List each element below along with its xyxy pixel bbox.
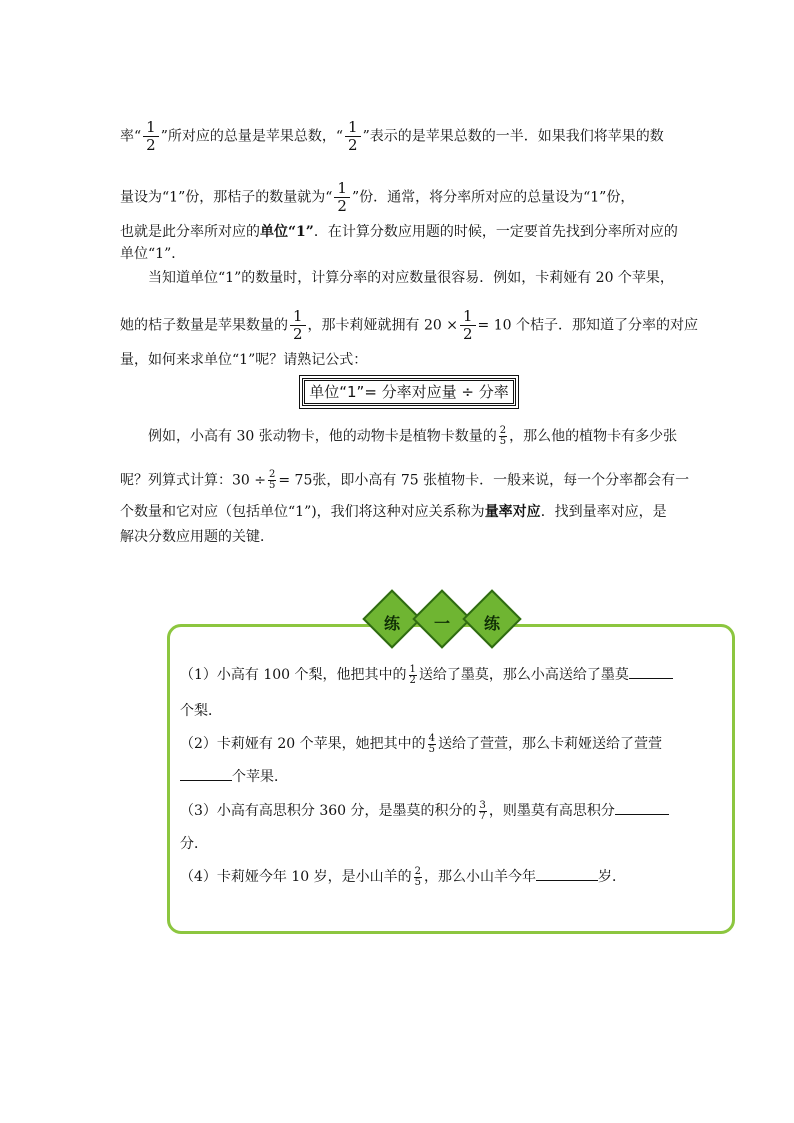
practice-title-char-3: 练: [483, 614, 500, 633]
question-1: （1）小高有 100 个梨，他把其中的 $\frac{1}{2}$ 送给了墨莫，那么小高送给了墨莫: [180, 664, 673, 686]
fraction: $\frac{2}{5}$: [414, 865, 421, 888]
answer-blank[interactable]: [536, 866, 598, 881]
formula-box: 单位“1”= 分率对应量 ÷ 分率: [302, 378, 516, 406]
text: ，那卡莉娅就拥有 20 ×: [307, 317, 458, 334]
answer-blank[interactable]: [629, 664, 673, 679]
question-1-cont: 个梨．: [180, 703, 222, 719]
text: ”表示的是苹果总数的一半．如果我们将苹果的数: [362, 128, 664, 145]
fraction: $\frac{4}{5}$: [428, 732, 435, 755]
fraction: $\frac{3}{7}$: [479, 799, 486, 822]
fraction: $\frac{1}{2}$: [409, 663, 416, 686]
para1-line1: [120, 119, 664, 154]
para3-line3: [120, 502, 667, 522]
bold-term: 量率对应: [484, 504, 541, 520]
fraction-one-half: $\frac{1}{2}$: [460, 308, 476, 343]
text: ”所对应的总量是苹果总数，“: [160, 128, 344, 145]
answer-blank[interactable]: [180, 766, 232, 781]
text: = 75张，即小高有 75 张植物卡．一般来说，每一个分率都会有一: [278, 472, 690, 489]
question-4: （4）卡莉娅今年 10 岁，是小山羊的 $\frac{2}{5}$ ，那么小山羊今年 岁．: [180, 865, 626, 888]
text: ，那么他的植物卡有多少张: [509, 428, 678, 445]
fraction-one-half: $\frac{1}{2}$: [345, 119, 361, 154]
question-2-cont: 个苹果．: [180, 766, 288, 788]
text: ”份．通常，将分率所对应的总量设为“1”份，: [351, 189, 635, 206]
text: = 10 个桔子．那知道了分率的对应: [477, 317, 698, 334]
answer-blank[interactable]: [615, 800, 669, 815]
para2-line3: 量，如何来求单位“1”呢？请熟记公式：: [120, 352, 368, 368]
text: 个数量和它对应（包括单位“1”)，我们将这种对应关系称为: [120, 504, 485, 520]
para2-line2: [120, 308, 698, 343]
fraction-two-fifths: $\frac{2}{5}$: [269, 469, 276, 491]
text: 也就是此分率所对应的: [120, 224, 260, 240]
fraction-one-half: $\frac{1}{2}$: [334, 180, 350, 215]
question-2: （2）卡莉娅有 20 个苹果，她把其中的 $\frac{4}{5}$ 送给了萱萱，那么卡莉娅送给了萱萱: [180, 732, 662, 755]
question-3: （3）小高有高思积分 360 分，是墨莫的积分的 $\frac{3}{7}$ ，则墨莫有高思积分: [180, 800, 669, 822]
para3-line4: 解决分数应用题的关键．: [120, 529, 274, 545]
text: 量设为“1”份，那桔子的数量就为“: [120, 189, 333, 206]
text: 她的桔子数量是苹果数量的: [120, 317, 288, 334]
text: 例如，小高有 30 张动物卡，他的动物卡是植物卡数量的: [148, 428, 497, 445]
para1-line2: [120, 180, 634, 215]
para1-line4: 单位“1”．: [120, 246, 186, 262]
text: 呢？列算式计算：30 ÷: [120, 472, 266, 489]
para2-line1: 当知道单位“1”的数量时，计算分率的对应数量很容易．例如，卡莉娅有 20 个苹果，: [148, 270, 674, 286]
bold-term: 单位“1”: [260, 224, 314, 240]
para1-line3: [120, 222, 678, 242]
text: ．在计算分数应用题的时候，一定要首先找到分率所对应的: [313, 224, 678, 240]
text: 率“: [120, 128, 142, 145]
fraction-two-fifths: $\frac{2}{5}$: [499, 425, 507, 447]
fraction-one-half: $\frac{1}{2}$: [290, 308, 306, 343]
para3-line2: [120, 470, 689, 491]
practice-title-char-1: 练: [383, 614, 400, 633]
para3-line1: [148, 426, 677, 447]
practice-title-char-2: 一: [433, 614, 450, 633]
text: ．找到量率对应，是: [540, 504, 667, 520]
fraction-one-half: $\frac{1}{2}$: [143, 119, 159, 154]
question-3-cont: 分．: [180, 836, 208, 852]
